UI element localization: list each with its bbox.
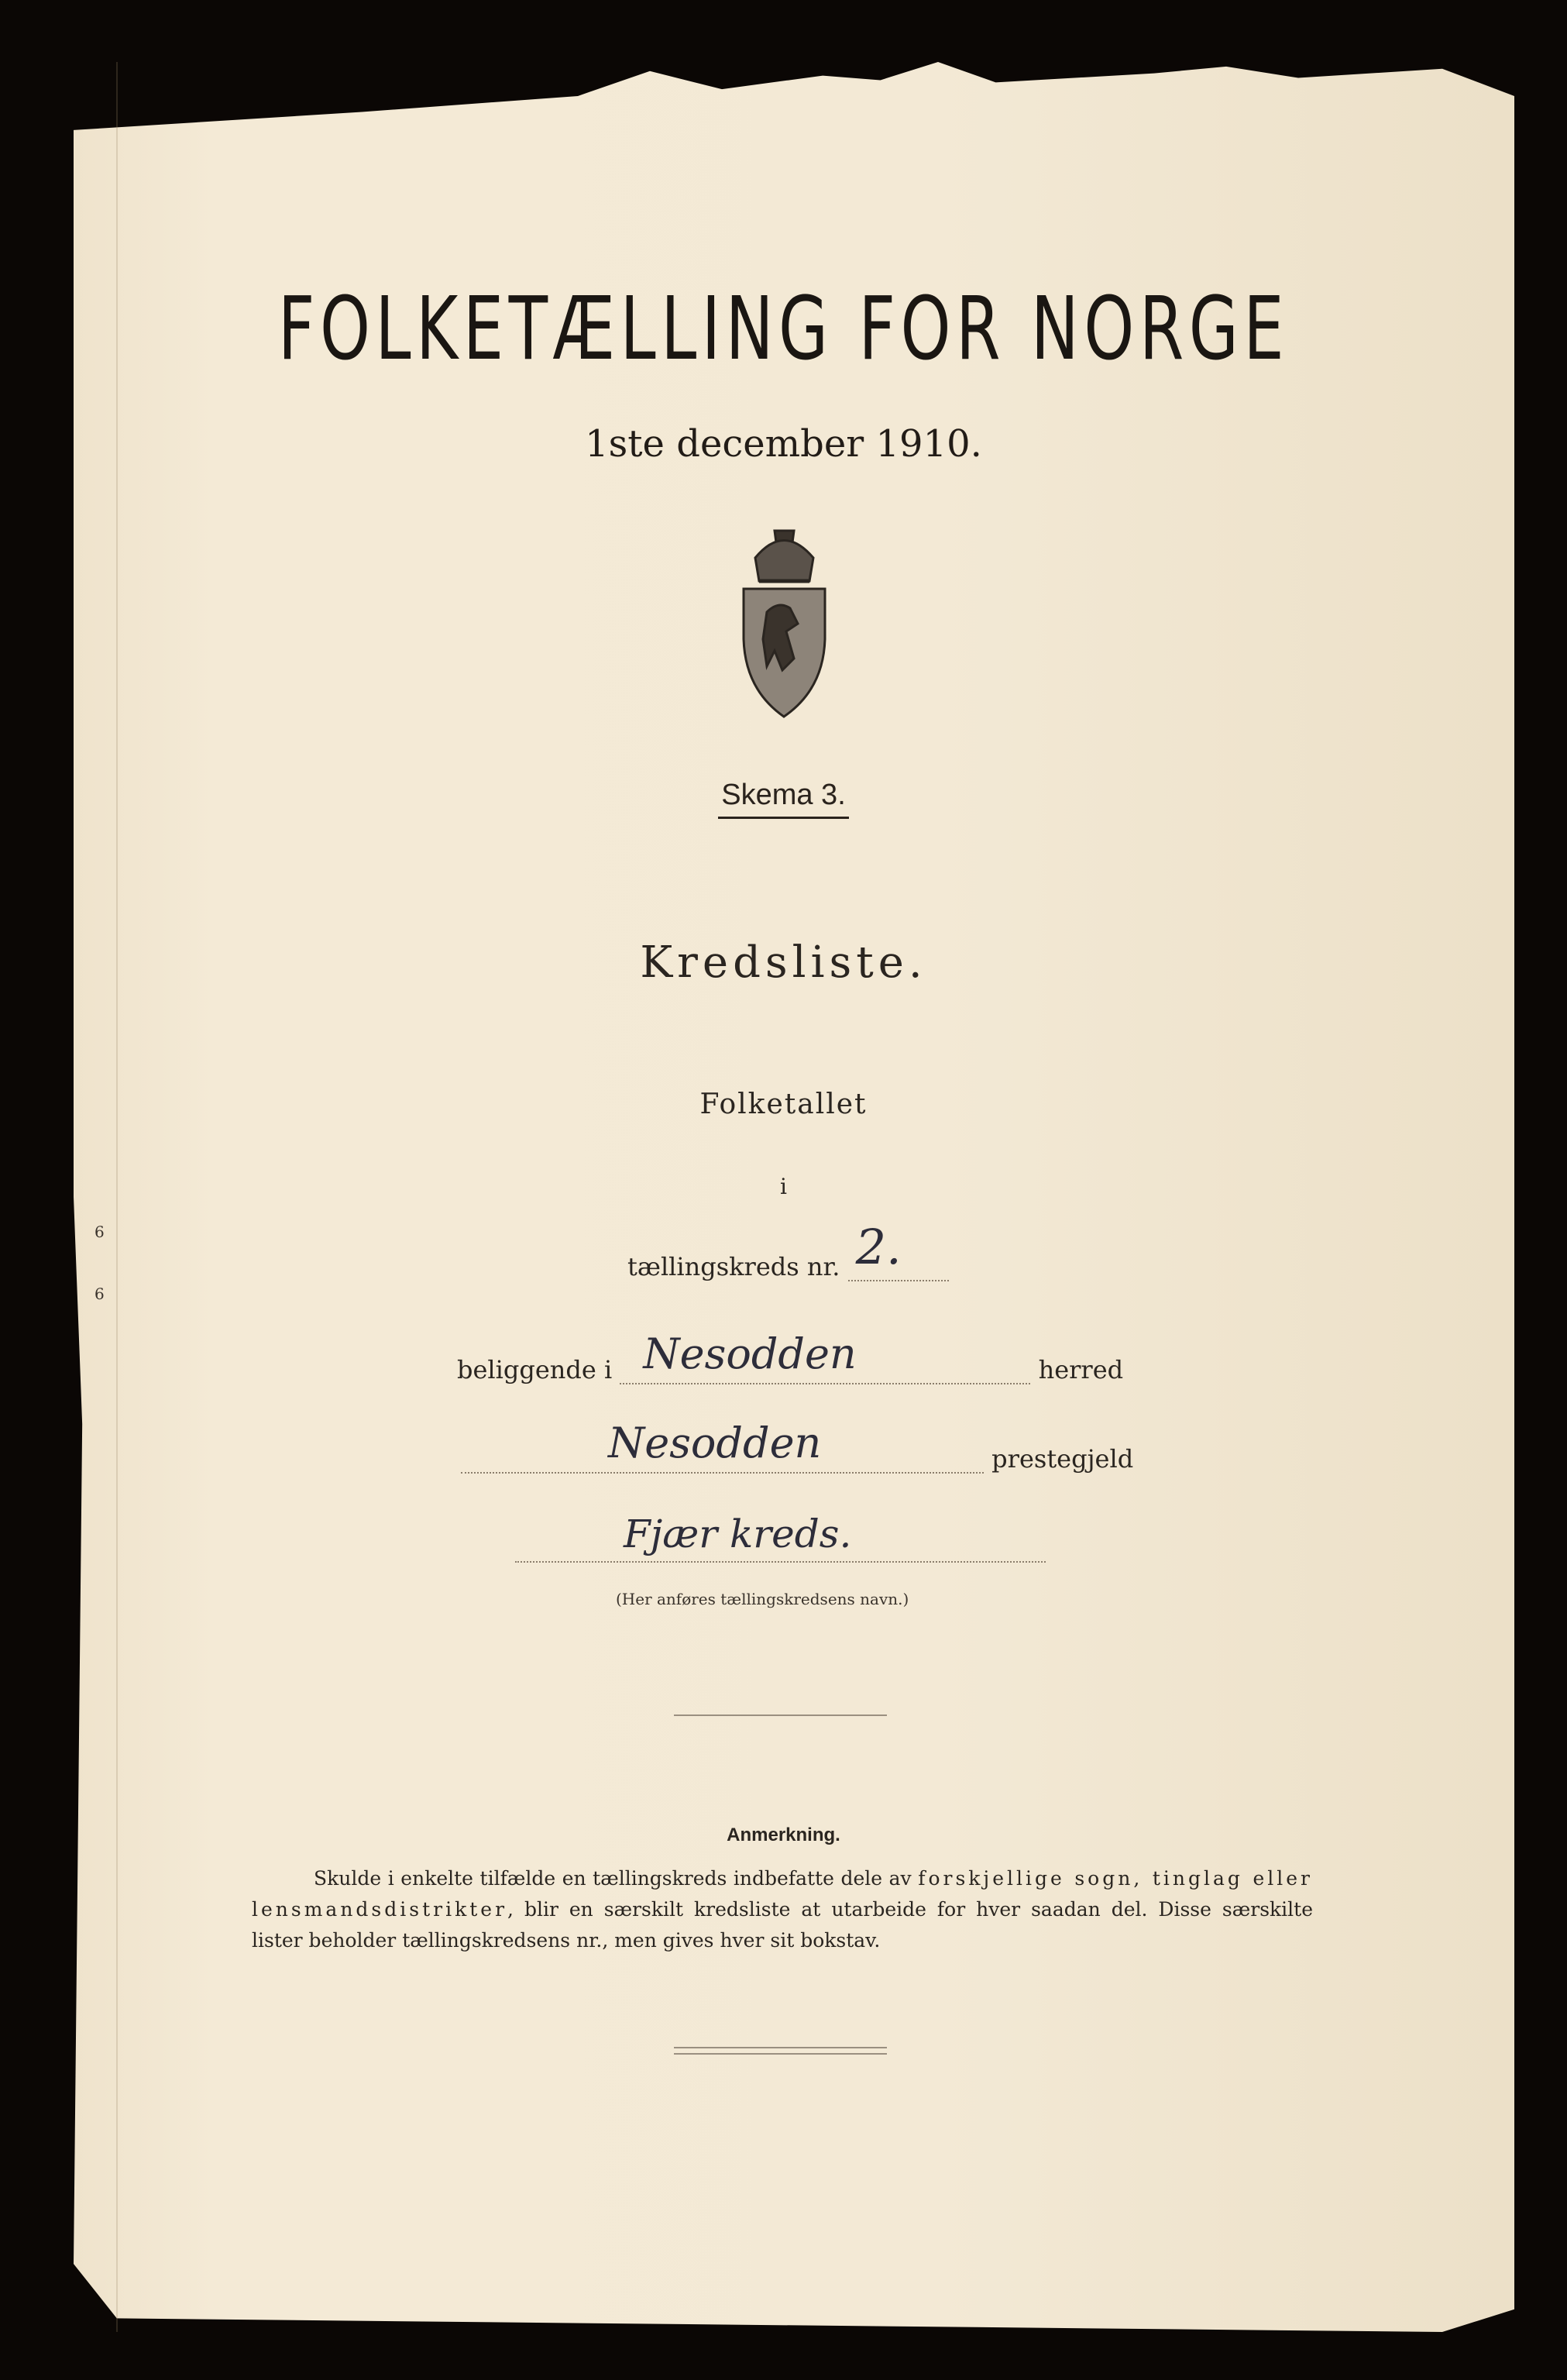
beliggende-label: beliggende i: [457, 1355, 613, 1384]
prestegjeld-field: [461, 1419, 984, 1474]
note-text-spaced: forskjellige sogn, tinglag eller lensmandsdistrikter: [252, 1867, 1313, 1921]
note-text-part1: Skulde i enkelte tilfælde en tællingskreds indbefatte dele av: [314, 1867, 919, 1890]
kreds-name-row: [515, 1512, 1046, 1563]
kreds-number-label: tællingskreds nr.: [627, 1252, 840, 1281]
separator-line-double-top: [674, 2047, 887, 2048]
margin-mark: 6: [95, 1223, 105, 1241]
coat-of-arms-icon: [732, 523, 837, 724]
kreds-number-row: [627, 1219, 949, 1281]
separator-line-double-bottom: [674, 2053, 887, 2055]
herred-row: [457, 1329, 1124, 1384]
herred-suffix: herred: [1038, 1355, 1124, 1384]
prestegjeld-suffix: prestegjeld: [991, 1444, 1134, 1474]
herred-field: [620, 1329, 1030, 1384]
note-body: [252, 1863, 1313, 1956]
note-heading: Anmerkning.: [727, 1825, 840, 1845]
kreds-number-value: 2.: [855, 1219, 902, 1275]
census-date: 1ste december 1910.: [585, 422, 982, 466]
schema-label: [0, 779, 1567, 819]
schema-text: Skema 3.: [718, 779, 849, 819]
herred-value: Nesodden: [643, 1329, 857, 1378]
separator-line: [674, 1714, 887, 1716]
margin-mark: 6: [95, 1285, 105, 1303]
kreds-name-note: (Her anføres tællingskredsens navn.): [616, 1590, 909, 1608]
prestegjeld-row: [461, 1419, 1134, 1474]
folketallet-label: Folketallet: [699, 1089, 868, 1120]
kreds-name-value: Fjær kreds.: [624, 1512, 852, 1556]
document-title: FOLKETÆLLING FOR NORGE: [277, 279, 1290, 380]
kreds-name-field: [515, 1512, 1046, 1563]
prestegjeld-value: Nesodden: [608, 1419, 822, 1467]
kreds-number-field: [848, 1219, 949, 1281]
preposition-i: i: [780, 1174, 787, 1199]
form-heading: Kredsliste.: [640, 937, 927, 988]
note-text-part2: , blir en særskilt kredsliste at utarbeide for hver saadan del. Disse særskilte lister beholder tællingskredsens nr., men gives hver sit bokstav.: [252, 1898, 1313, 1952]
